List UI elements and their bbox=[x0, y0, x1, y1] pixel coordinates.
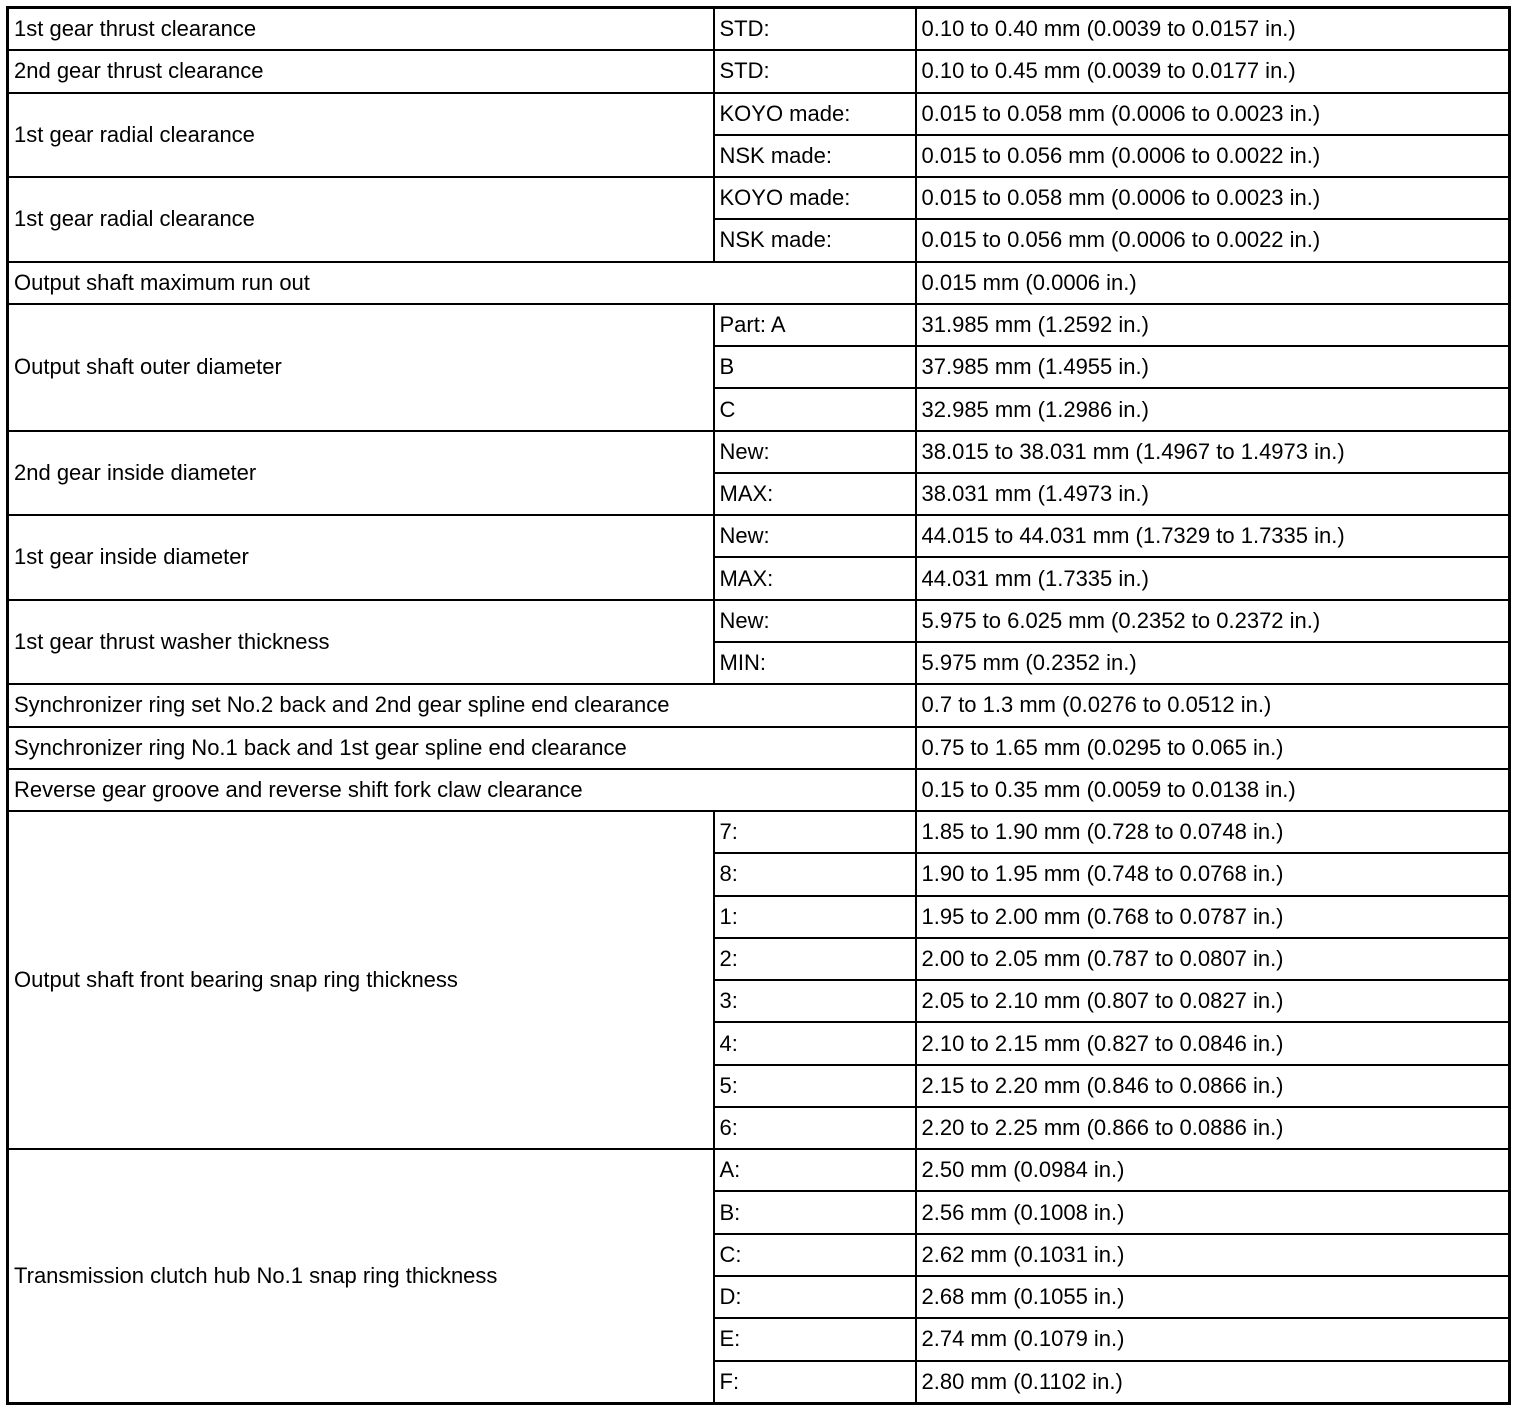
condition-cell: 3: bbox=[714, 980, 916, 1022]
condition-cell: 1: bbox=[714, 896, 916, 938]
condition-cell: E: bbox=[714, 1318, 916, 1360]
condition-cell: KOYO made: bbox=[714, 177, 916, 219]
value-cell: 1.95 to 2.00 mm (0.768 to 0.0787 in.) bbox=[916, 896, 1510, 938]
item-cell: Output shaft front bearing snap ring thickness bbox=[8, 811, 714, 1149]
item-cell: Synchronizer ring No.1 back and 1st gear spline end clearance bbox=[8, 727, 916, 769]
table-row bbox=[8, 769, 1510, 811]
condition-cell: 5: bbox=[714, 1065, 916, 1107]
table-row bbox=[8, 262, 1510, 304]
value-cell: 32.985 mm (1.2986 in.) bbox=[916, 388, 1510, 430]
value-cell: 2.15 to 2.20 mm (0.846 to 0.0866 in.) bbox=[916, 1065, 1510, 1107]
item-cell: Output shaft outer diameter bbox=[8, 304, 714, 431]
condition-cell: D: bbox=[714, 1276, 916, 1318]
table-row bbox=[8, 1149, 1510, 1191]
value-cell: 38.015 to 38.031 mm (1.4967 to 1.4973 in.) bbox=[916, 431, 1510, 473]
value-cell: 0.7 to 1.3 mm (0.0276 to 0.0512 in.) bbox=[916, 684, 1510, 726]
value-cell: 44.031 mm (1.7335 in.) bbox=[916, 557, 1510, 599]
table-row bbox=[8, 431, 1510, 473]
value-cell: 44.015 to 44.031 mm (1.7329 to 1.7335 in.) bbox=[916, 515, 1510, 557]
condition-cell: STD: bbox=[714, 8, 916, 51]
spec-table-body bbox=[8, 8, 1510, 1404]
table-row bbox=[8, 93, 1510, 135]
value-cell: 2.74 mm (0.1079 in.) bbox=[916, 1318, 1510, 1360]
value-cell: 0.10 to 0.45 mm (0.0039 to 0.0177 in.) bbox=[916, 50, 1510, 92]
condition-cell: STD: bbox=[714, 50, 916, 92]
value-cell: 2.10 to 2.15 mm (0.827 to 0.0846 in.) bbox=[916, 1022, 1510, 1064]
table-row bbox=[8, 304, 1510, 346]
item-cell: 1st gear thrust washer thickness bbox=[8, 600, 714, 685]
item-cell: Output shaft maximum run out bbox=[8, 262, 916, 304]
condition-cell: 6: bbox=[714, 1107, 916, 1149]
value-cell: 2.80 mm (0.1102 in.) bbox=[916, 1361, 1510, 1404]
condition-cell: 2: bbox=[714, 938, 916, 980]
value-cell: 0.015 to 0.056 mm (0.0006 to 0.0022 in.) bbox=[916, 219, 1510, 261]
condition-cell: 7: bbox=[714, 811, 916, 853]
condition-cell: C: bbox=[714, 1234, 916, 1276]
value-cell: 0.015 mm (0.0006 in.) bbox=[916, 262, 1510, 304]
condition-cell: MAX: bbox=[714, 473, 916, 515]
item-cell: 1st gear inside diameter bbox=[8, 515, 714, 600]
value-cell: 0.015 to 0.058 mm (0.0006 to 0.0023 in.) bbox=[916, 177, 1510, 219]
value-cell: 0.10 to 0.40 mm (0.0039 to 0.0157 in.) bbox=[916, 8, 1510, 51]
table-row bbox=[8, 515, 1510, 557]
value-cell: 1.85 to 1.90 mm (0.728 to 0.0748 in.) bbox=[916, 811, 1510, 853]
condition-cell: A: bbox=[714, 1149, 916, 1191]
value-cell: 5.975 to 6.025 mm (0.2352 to 0.2372 in.) bbox=[916, 600, 1510, 642]
value-cell: 0.15 to 0.35 mm (0.0059 to 0.0138 in.) bbox=[916, 769, 1510, 811]
condition-cell: New: bbox=[714, 600, 916, 642]
spec-table bbox=[6, 6, 1511, 1405]
table-row bbox=[8, 50, 1510, 92]
condition-cell: 8: bbox=[714, 853, 916, 895]
condition-cell: F: bbox=[714, 1361, 916, 1404]
value-cell: 5.975 mm (0.2352 in.) bbox=[916, 642, 1510, 684]
item-cell: Transmission clutch hub No.1 snap ring thickness bbox=[8, 1149, 714, 1403]
condition-cell: 4: bbox=[714, 1022, 916, 1064]
value-cell: 31.985 mm (1.2592 in.) bbox=[916, 304, 1510, 346]
condition-cell: NSK made: bbox=[714, 135, 916, 177]
value-cell: 38.031 mm (1.4973 in.) bbox=[916, 473, 1510, 515]
value-cell: 1.90 to 1.95 mm (0.748 to 0.0768 in.) bbox=[916, 853, 1510, 895]
condition-cell: MAX: bbox=[714, 557, 916, 599]
table-row bbox=[8, 8, 1510, 51]
item-cell: 1st gear radial clearance bbox=[8, 177, 714, 262]
condition-cell: New: bbox=[714, 515, 916, 557]
condition-cell: KOYO made: bbox=[714, 93, 916, 135]
table-row bbox=[8, 811, 1510, 853]
item-cell: 1st gear thrust clearance bbox=[8, 8, 714, 51]
condition-cell: C bbox=[714, 388, 916, 430]
condition-cell: New: bbox=[714, 431, 916, 473]
value-cell: 2.62 mm (0.1031 in.) bbox=[916, 1234, 1510, 1276]
value-cell: 2.00 to 2.05 mm (0.787 to 0.0807 in.) bbox=[916, 938, 1510, 980]
value-cell: 0.015 to 0.058 mm (0.0006 to 0.0023 in.) bbox=[916, 93, 1510, 135]
value-cell: 0.015 to 0.056 mm (0.0006 to 0.0022 in.) bbox=[916, 135, 1510, 177]
table-row bbox=[8, 177, 1510, 219]
table-row bbox=[8, 684, 1510, 726]
item-cell: Synchronizer ring set No.2 back and 2nd gear spline end clearance bbox=[8, 684, 916, 726]
item-cell: Reverse gear groove and reverse shift fork claw clearance bbox=[8, 769, 916, 811]
condition-cell: NSK made: bbox=[714, 219, 916, 261]
table-row bbox=[8, 600, 1510, 642]
value-cell: 2.50 mm (0.0984 in.) bbox=[916, 1149, 1510, 1191]
value-cell: 0.75 to 1.65 mm (0.0295 to 0.065 in.) bbox=[916, 727, 1510, 769]
condition-cell: B bbox=[714, 346, 916, 388]
condition-cell: Part: A bbox=[714, 304, 916, 346]
value-cell: 37.985 mm (1.4955 in.) bbox=[916, 346, 1510, 388]
value-cell: 2.68 mm (0.1055 in.) bbox=[916, 1276, 1510, 1318]
table-row bbox=[8, 727, 1510, 769]
condition-cell: MIN: bbox=[714, 642, 916, 684]
item-cell: 2nd gear thrust clearance bbox=[8, 50, 714, 92]
item-cell: 2nd gear inside diameter bbox=[8, 431, 714, 516]
condition-cell: B: bbox=[714, 1191, 916, 1233]
value-cell: 2.05 to 2.10 mm (0.807 to 0.0827 in.) bbox=[916, 980, 1510, 1022]
value-cell: 2.56 mm (0.1008 in.) bbox=[916, 1191, 1510, 1233]
item-cell: 1st gear radial clearance bbox=[8, 93, 714, 178]
value-cell: 2.20 to 2.25 mm (0.866 to 0.0886 in.) bbox=[916, 1107, 1510, 1149]
